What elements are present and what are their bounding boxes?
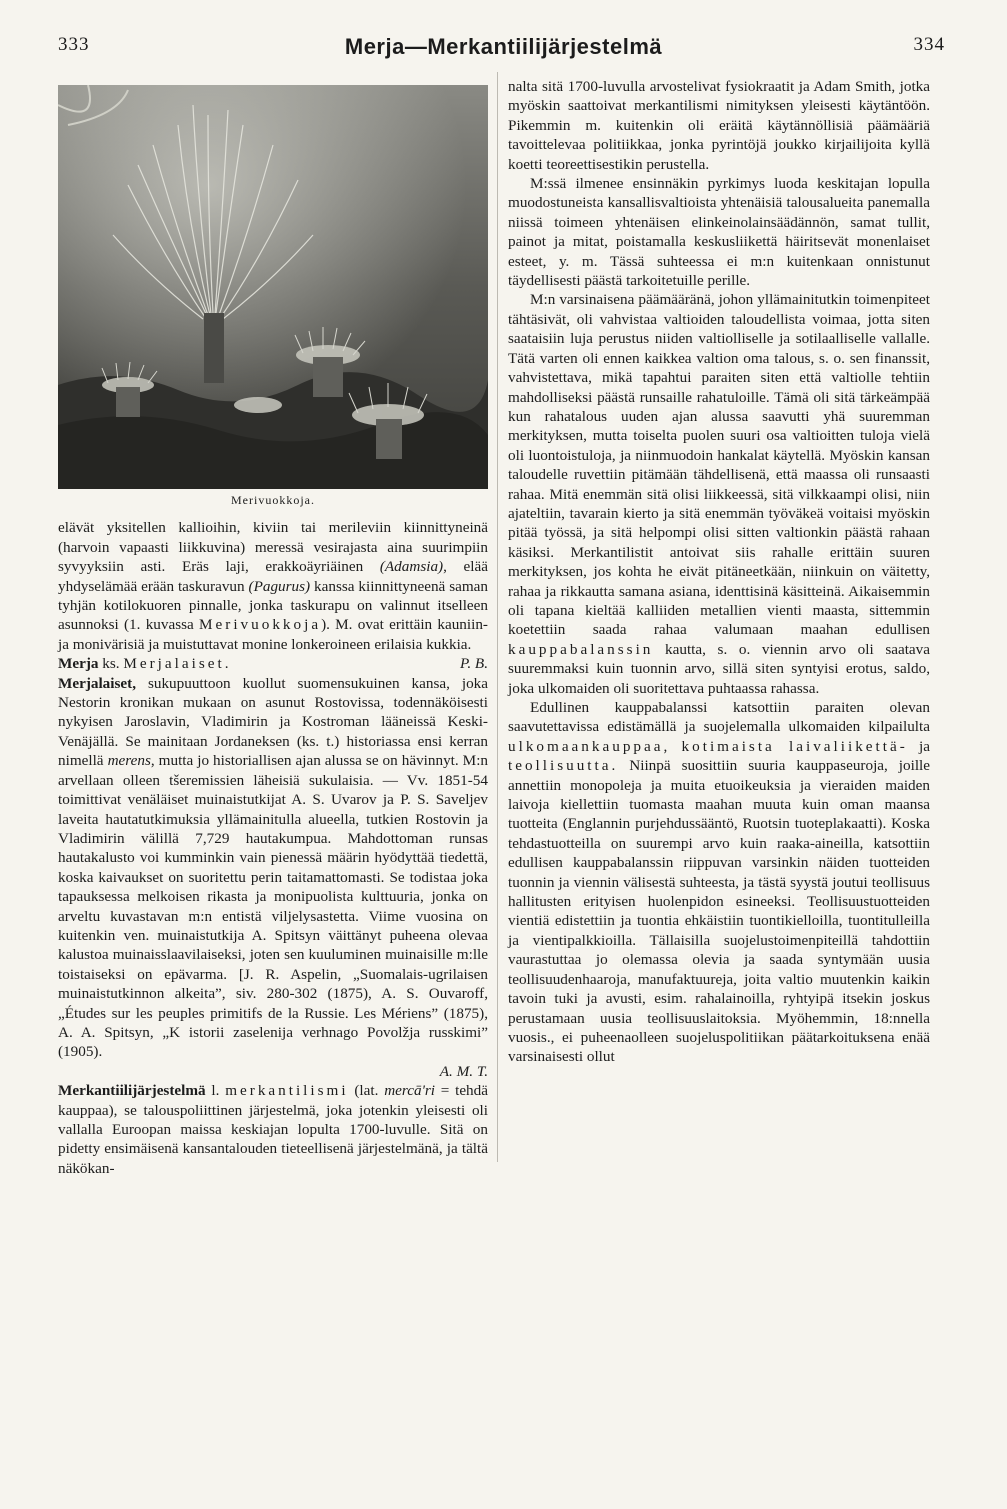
page-number-left: 333 <box>58 34 90 55</box>
running-title: Merja—Merkantiilijärjestelmä <box>344 34 663 59</box>
paragraph-1: nalta sitä 1700-luvulla arvostelivat fysiokraatit ja Adam Smith, jotka myöskin saattoivat merkantilismi nimityksen yleisesti käytäntöön. Pikemmin m. kuitenkin oli eräitä käytännöllisiä päämääriä tavoittelevaa politiikkaa, jonka pyrintöjä joukko kirjailijoita kyllä koetti teoreettisestikin perustella. <box>508 78 930 173</box>
anemone-paragraph: elävät yksitellen kallioihin, kiviin tai merileviin kiinnittyneinä (harvoin vapaasti liikkuvina) meressä vesirajasta aina suurimpiin syvyyksiin asti. Eräs laji, erakkoäyriäinen (Adamsia), elää yhdyselämää erään taskuravun (Pagurus) kanssa kiinnittyneenä saman tyhjän kotilokuoren pinnalle, jonka taskurapu on valinnut itselleen asunnoksi (1. kuvassa Merivuokkoja). M. ovat erittäin kauniin- ja monivärisiä ja muistuttavat monine lonkeroineen erilaisia kukkia. P. B. <box>58 519 488 673</box>
paragraph-4: Edullinen kauppabalanssi katsottiin paraiten olevan saavutettavissa edistämällä ja suojelemalla ulkomaiden kilpailulta ulkomaankauppaa, kotimaista laivaliikettä- ja teollisuutta. Niinpä suosittiin suuria kauppaseuroja, joille annettiin monopoleja ja muita etuoikeuksia ja vieraiden maiden laivoja kiellettiin tuomasta maahan muuta kuin oman maansa tuotteita (Englannin purjehdussääntö, Ruotsin tuoteplakaatti). Koska tehdastuotteilla on suurempi arvo kuin raaka-aineilla, katsottiin edullisen kauppabalanssin riippuvan varsinkin näiden tuotteiden tuonnin ja viennin välisestä suhteesta, ja tästä syystä joutui teollisuus hallitusten erityisen huolenpidon esineeksi. Teollisuustuotteiden vientiä edistettiin ja tuontia ehkäistiin tuontikielloilla, tuontitulleilla ja vientipalkkioilla. Tällaisilla suojelustoimenpiteillä tahdottiin vaurastuttaa jo olemassa olevia ja saada syntymään uusia teollisuudenhaaroja, manufaktuureja, joita valtio muutenkin kaikin tavoin tuki ja avusti, esim. rahalainoilla, ryhtyipä itsekin joskus perustamaan uusia teollisuuslaitoksia. Myöhemmin, 18:nnella vuosis., ei puheenaolleen suojeluspolitiikan päätarkoituksena enää varsinaisesti ollut <box>508 699 931 1066</box>
sea-anemone-illustration <box>58 85 488 489</box>
entry-merja: Merja ks. Merjalaiset. <box>58 655 232 673</box>
page-header <box>0 34 1007 64</box>
paragraph-3: M:n varsinaisena päämääränä, johon yllämainitutkin toimenpiteet tähtäsivät, oli vahvistaa valtioiden taloudellista voimaa, jotta siten saataisiin luja perustus niiden valtiolliselle ja sotilaalliselle vallalle. Tätä varten oli ennen kaikkea valtion oma talous, s. o. sen finanssit, vahvistettava, mikä tapahtui paraiten siten että valtiolle tehtiin mahdolliseksi päästä runsaille rahatuloille. Tämä oli sitä tärkeämpää kun rahatalous uuden ajan alussa saavutti yhä suuremman merkityksen, mutta toiselta puolen suuri osa valtioitten tuloja vielä oli luontoistuloja, ja niinmuodoin hankalat käytellä. Myöskin kansan taloudelle ruvettiin pitämään tähdellisenä, että maassa oli runsaasti rahaa. Mitä enemmän sitä olisi liikkeessä, sitä vilkkaampi olisi, niin ajateltiin, tavarain kierto ja sitä enemmän työväkeä voitaisi myöskin pitää työssä, ja sitä helpompi olisi sitten valtionkin päästä rahaan käsiksi. Merkantilistit antoivat siis rahalle erittäin suuren merkityksen, jos kohta he eivät pitäneetkään, niinkuin on väitetty, rahaa ja rikkautta samana asiana, identtisinä käsitteinä. Aikaisemmin oli tapana kieltää kalliiden metallien vienti maasta, sittemmin koetettiin saada rahaa valumaan maahan edullisen kauppabalanssin kautta, s. o. viennin arvo oli saatava suuremmaksi kuin tuonnin arvo, sillä siten syntyisi erotus, saldo, joka ulkomaiden oli suoritettava puhtaassa rahassa. <box>508 291 931 697</box>
right-column <box>508 77 930 1067</box>
figure-caption: Merivuokkoja. <box>231 493 315 507</box>
page-number-right: 334 <box>913 34 945 55</box>
column-divider <box>497 72 498 1162</box>
paragraph-2: M:ssä ilmenee ensinnäkin pyrkimys luoda keskitajan lopulla muodostuneista kansallisvaltioista yhtenäisiä talousalueita panemalla niissä toimeen yhtenäisen elinkeinolainsäädännön, samat tullit, painot ja mitat, poistamalla keskusliikettä häiritsevät monenlaiset esteet, y. m. Tässä suhteessa ei m:n kuitenkaan onnistunut täydellisesti päästä tarkoitetuille perille. <box>508 175 930 290</box>
entry-merjalaiset: Merjalaiset, sukupuuttoon kuollut suomensukuinen kansa, joka Nestorin kronikan mukaan on asunut Rostovissa, todennäköisesti nykyisen Jaroslavin, Vladimirin ja Kostroman lääneissä Keski-Venäjällä. Se mainitaan Jordaneksen (ks. t.) historiassa ensi kerran nimellä merens, mutta jo historiallisen ajan alussa se on hävinnyt. M:n arvellaan olleen tšeremissien läheisiä sukulaisia. — Vv. 1851-54 toimittivat venäläiset muinaistutkijat A. S. Uvarov ja P. S. Saveljev laveita hautatutkimuksia yllämainitulla alueella, tutkien Rostovin ja Vladimirin välillä 7,729 hautakumpua. Mahdottoman runsas hautakalusto voi kumminkin vain pienessä määrin hyödyttää tiedettä, koska kaivaukset on suoritettu perin taitamattomasti. Se todistaa joka tapauksessa melkoisen rikasta ja monipuolista kulttuuria, jonka on arveltu kuvastavan m:n entistä viljelysastetta. Viime vuosina on kuitenkin ven. muinaistutkija A. Spitsyn väittänyt puheena olevaa kalustoa muinaisslaavilaiseksi, joten sen kuuluminen muinaisille m:lle toistaiseksi on epävarma. [J. R. Aspelin, „Suomalais-ugrilaisen muinaistutkinnon alkeita”, siv. 280-302 (1875), A. S. Ouvaroff, „Études sur les peuples primitifs de la Russie. Les Mériens” (1875), A. A. Spitsyn, „K istorii zaselenija verhnago Povolžja russkimi” (1905). <box>58 674 489 1061</box>
entry-merkantiilijarjestelma: Merkantiilijärjestelmä l. merkantilismi (lat. mercāʹri = tehdä kauppaa), se talouspoliittinen järjestelmä, joka jotenkin yleisesti oli vallalla Euroopan maissa keskiajan lopulta 1700-luvulle. Sitä on pidetty ensimäisenä kansantalouden tieteellisenä järjestelmänä, ja tältä näkökan- <box>58 1082 488 1177</box>
left-column <box>58 77 488 1178</box>
signature-amt: A. M. T. <box>439 1062 488 1080</box>
